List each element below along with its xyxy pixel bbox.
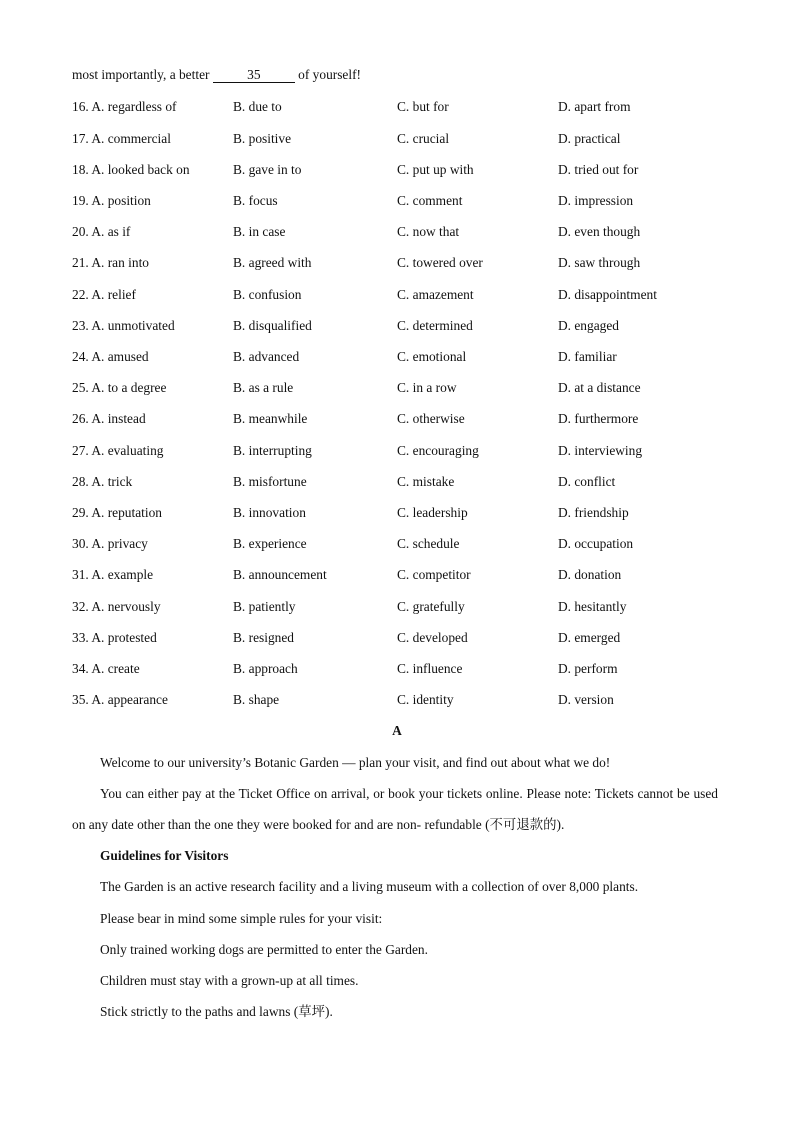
rule-item: Children must stay with a grown-up at all times. [100, 973, 359, 988]
option-b: B. approach [233, 661, 298, 676]
option-d: D. saw through [558, 255, 641, 270]
option-d: D. disappointment [558, 287, 657, 302]
option-d: D. tried out for [558, 162, 639, 177]
option-c: C. influence [397, 661, 463, 676]
option-b: B. due to [233, 99, 282, 114]
question-19 [0, 193, 794, 209]
question-25 [0, 380, 794, 396]
option-d: D. friendship [558, 505, 629, 520]
guidelines-heading: Guidelines for Visitors [100, 848, 229, 863]
option-a: 28. A. trick [72, 474, 133, 489]
option-c: C. otherwise [397, 411, 465, 426]
blank-35: 35 [213, 68, 295, 83]
option-a: 33. A. protested [72, 630, 157, 645]
option-c: C. identity [397, 692, 454, 707]
question-18 [0, 162, 794, 178]
option-a: 18. A. looked back on [72, 162, 190, 177]
option-b: B. interrupting [233, 443, 312, 458]
option-c: C. schedule [397, 536, 460, 551]
option-b: B. advanced [233, 349, 300, 364]
option-b: B. as a rule [233, 380, 294, 395]
option-b: B. patiently [233, 599, 296, 614]
option-a: 23. A. unmotivated [72, 318, 175, 333]
option-c: C. now that [397, 224, 460, 239]
option-c: C. mistake [397, 474, 455, 489]
option-b: B. agreed with [233, 255, 312, 270]
option-a: 35. A. appearance [72, 692, 168, 707]
option-a: 22. A. relief [72, 287, 136, 302]
option-c: C. but for [397, 99, 449, 114]
option-d: D. perform [558, 661, 618, 676]
option-a: 24. A. amused [72, 349, 149, 364]
option-a: 27. A. evaluating [72, 443, 164, 458]
option-c: C. put up with [397, 162, 474, 177]
option-a: 31. A. example [72, 567, 154, 582]
option-b: B. gave in to [233, 162, 302, 177]
question-29 [0, 505, 794, 521]
option-c: C. emotional [397, 349, 467, 364]
option-b: B. focus [233, 193, 278, 208]
question-17 [0, 131, 794, 147]
question-35 [0, 692, 794, 708]
option-c: C. leadership [397, 505, 468, 520]
option-a: 26. A. instead [72, 411, 146, 426]
option-c: C. encouraging [397, 443, 479, 458]
question-30 [0, 536, 794, 552]
tickets-paragraph: You can either pay at the Ticket Office on arrival, or book your tickets online. Please note: Tickets cannot be used on any date other than the one they were booked for and are non- refundable (不可退款的). [72, 786, 718, 832]
question-31 [0, 567, 794, 583]
question-20 [0, 224, 794, 240]
option-d: D. apart from [558, 99, 631, 114]
rules-intro: Please bear in mind some simple rules for your visit: [100, 911, 383, 926]
option-a: 21. A. ran into [72, 255, 149, 270]
option-b: B. positive [233, 131, 292, 146]
question-23 [0, 318, 794, 334]
option-d: D. emerged [558, 630, 621, 645]
question-22 [0, 287, 794, 303]
option-d: D. impression [558, 193, 634, 208]
rule-item: Stick strictly to the paths and lawns (草坪). [100, 1004, 333, 1019]
option-d: D. engaged [558, 318, 619, 333]
option-d: D. interviewing [558, 443, 643, 458]
intro-prefix: most importantly, a better [72, 67, 213, 82]
rule-item: Only trained working dogs are permitted to enter the Garden. [100, 942, 428, 957]
welcome-paragraph: Welcome to our university’s Botanic Garden — plan your visit, and find out about what we do! [100, 755, 611, 770]
garden-info-paragraph: The Garden is an active research facility and a living museum with a collection of over 8,000 plants. [100, 879, 639, 894]
option-c: C. in a row [397, 380, 457, 395]
option-d: D. familiar [558, 349, 617, 364]
option-b: B. in case [233, 224, 286, 239]
option-a: 20. A. as if [72, 224, 131, 239]
option-a: 16. A. regardless of [72, 99, 177, 114]
option-c: C. competitor [397, 567, 471, 582]
option-b: B. experience [233, 536, 307, 551]
option-a: 17. A. commercial [72, 131, 171, 146]
intro-suffix: of yourself! [294, 67, 362, 82]
question-16 [0, 99, 794, 115]
option-a: 30. A. privacy [72, 536, 148, 551]
option-b: B. resigned [233, 630, 294, 645]
question-26 [0, 411, 794, 427]
option-d: D. donation [558, 567, 622, 582]
option-d: D. even though [558, 224, 641, 239]
option-b: B. meanwhile [233, 411, 308, 426]
option-d: D. hesitantly [558, 599, 627, 614]
intro-line [72, 67, 361, 83]
option-c: C. comment [397, 193, 463, 208]
question-28 [0, 474, 794, 490]
option-c: C. gratefully [397, 599, 465, 614]
option-d: D. practical [558, 131, 621, 146]
option-d: D. version [558, 692, 614, 707]
option-a: 34. A. create [72, 661, 140, 676]
question-24 [0, 349, 794, 365]
option-d: D. at a distance [558, 380, 641, 395]
option-b: B. disqualified [233, 318, 312, 333]
option-d: D. furthermore [558, 411, 639, 426]
question-34 [0, 661, 794, 677]
option-b: B. confusion [233, 287, 302, 302]
option-a: 19. A. position [72, 193, 151, 208]
option-c: C. crucial [397, 131, 450, 146]
option-d: D. occupation [558, 536, 634, 551]
question-27 [0, 443, 794, 459]
section-heading: A [392, 723, 402, 738]
option-c: C. amazement [397, 287, 474, 302]
option-d: D. conflict [558, 474, 616, 489]
question-33 [0, 630, 794, 646]
question-32 [0, 599, 794, 615]
option-a: 32. A. nervously [72, 599, 161, 614]
option-b: B. misfortune [233, 474, 307, 489]
option-c: C. determined [397, 318, 473, 333]
option-a: 29. A. reputation [72, 505, 163, 520]
option-c: C. developed [397, 630, 468, 645]
option-b: B. shape [233, 692, 280, 707]
option-b: B. innovation [233, 505, 306, 520]
option-c: C. towered over [397, 255, 483, 270]
option-b: B. announcement [233, 567, 327, 582]
question-21 [0, 255, 794, 271]
option-a: 25. A. to a degree [72, 380, 167, 395]
